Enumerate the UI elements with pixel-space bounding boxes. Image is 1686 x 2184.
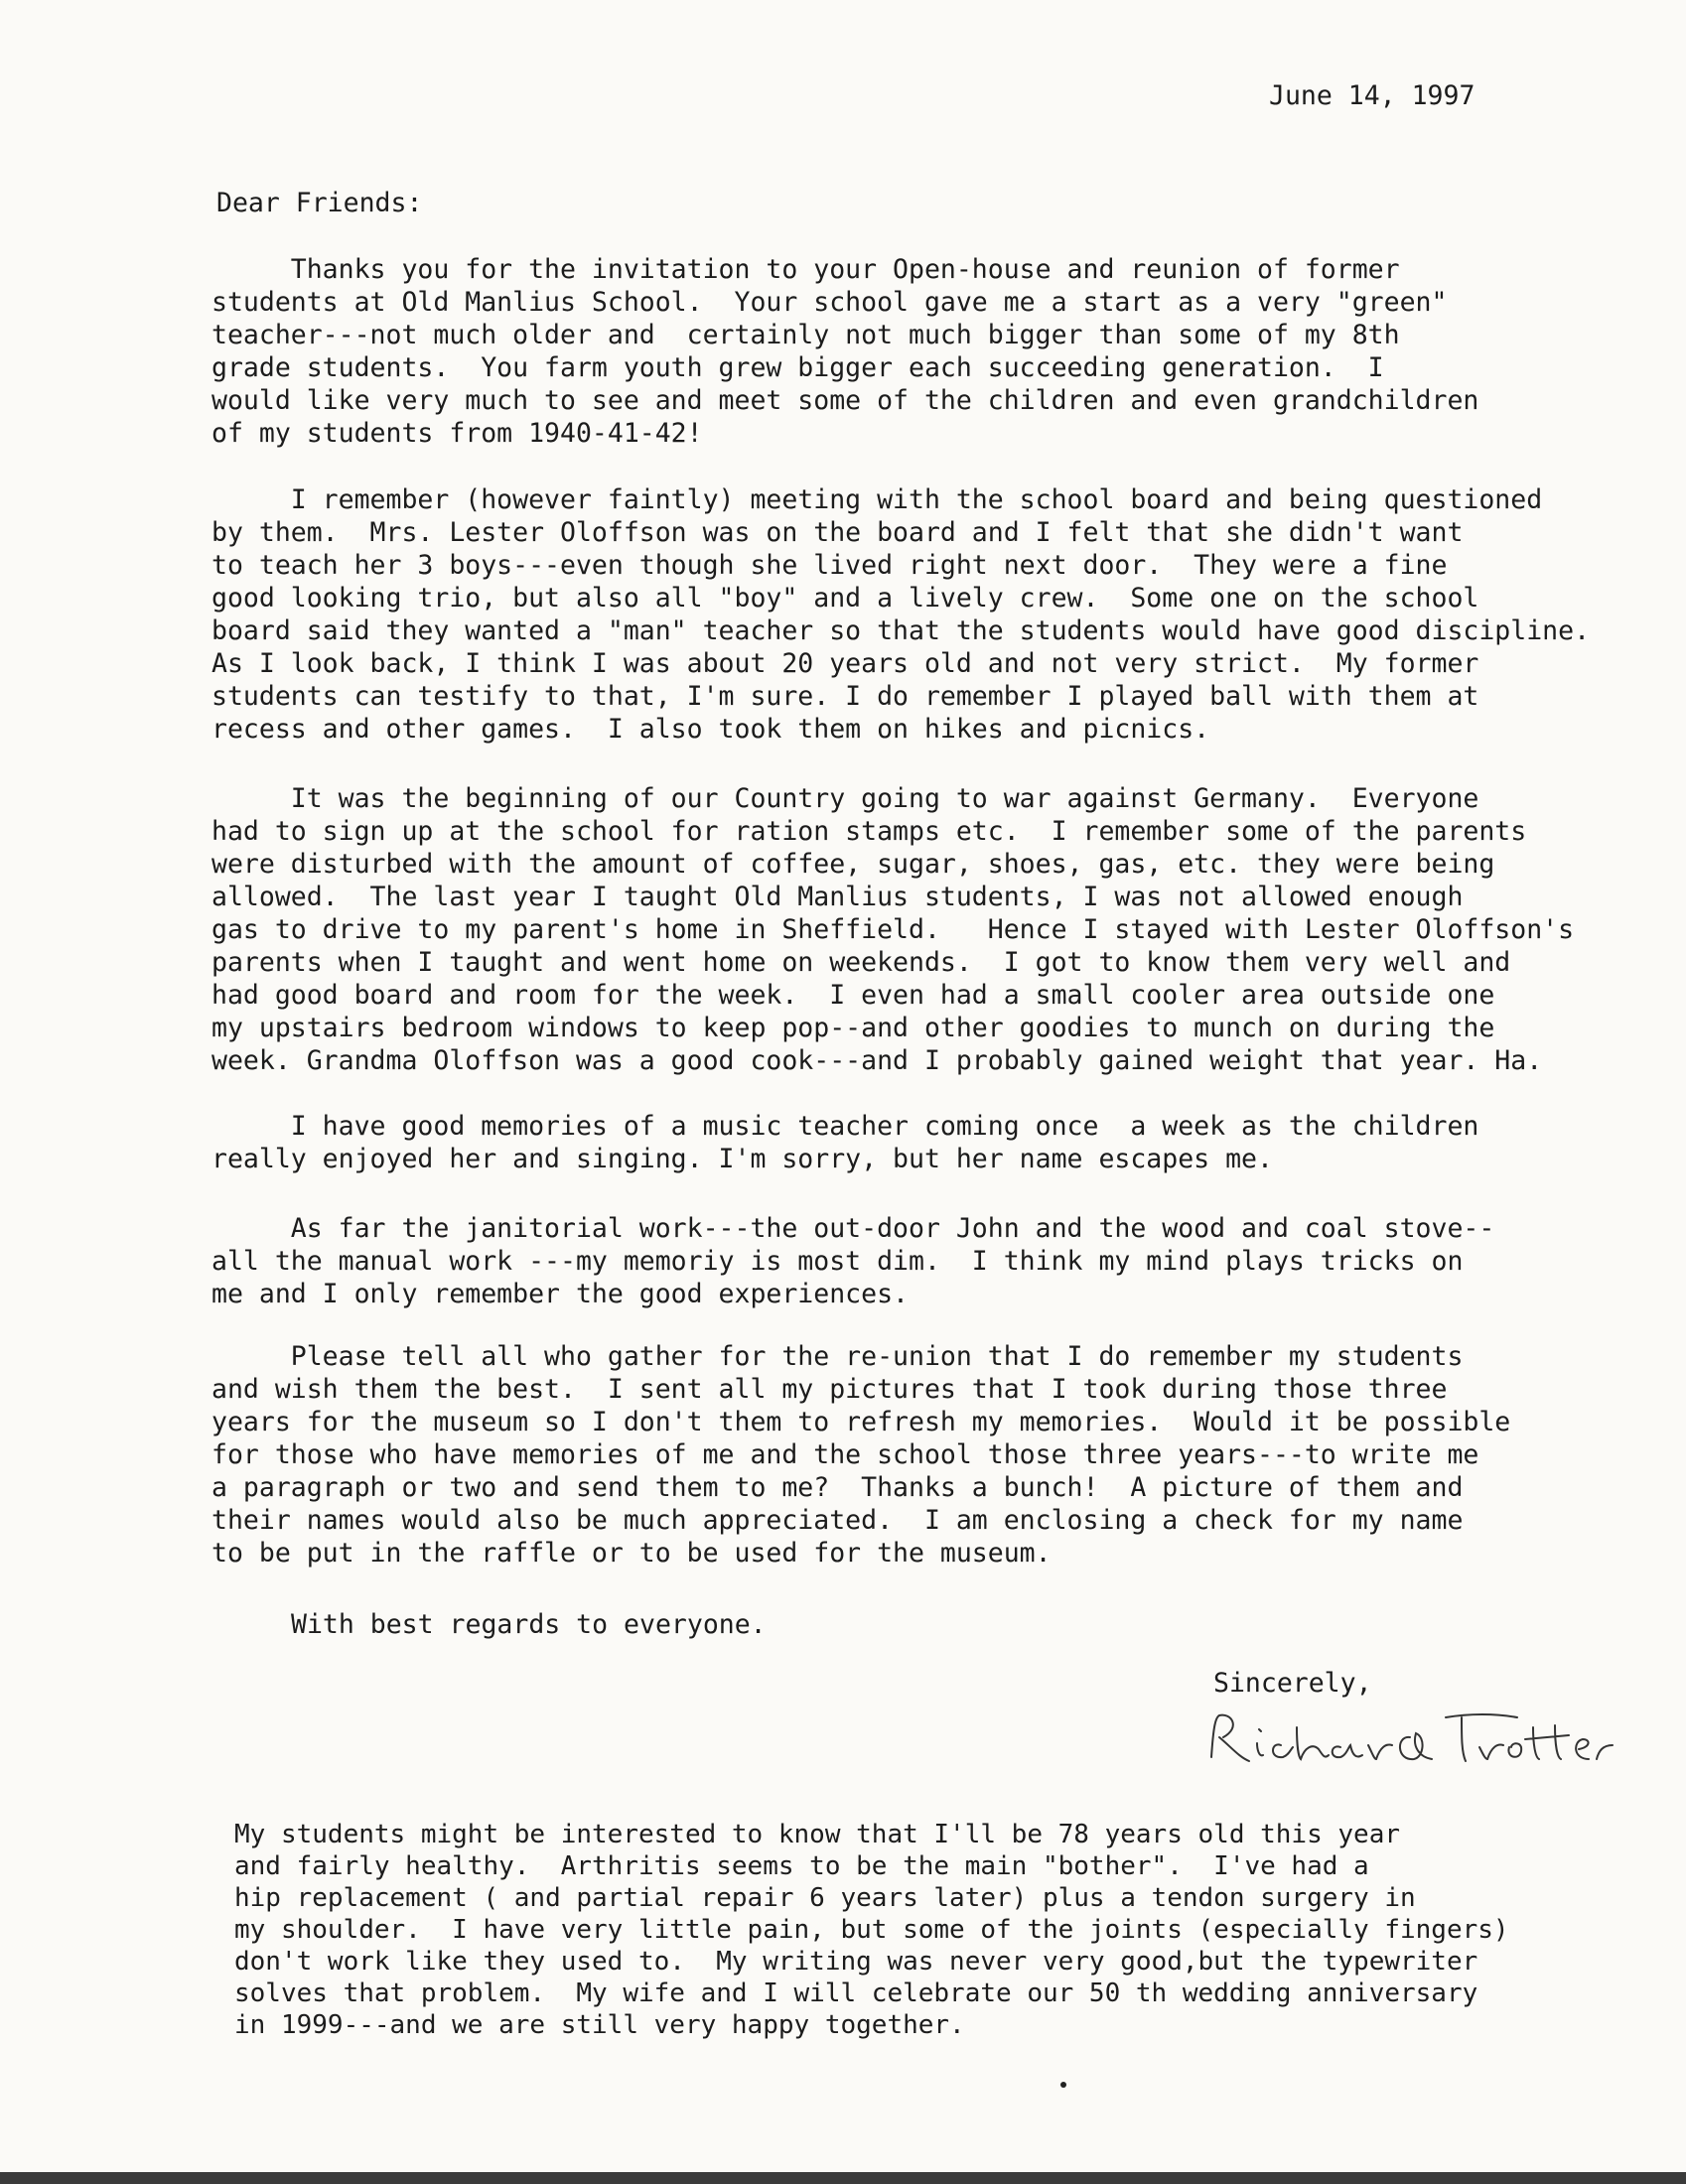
paragraph-school-board: I remember (however faintly) meeting with the school board and being questioned by them. Mrs. Lester Oloffson was on the board and I felt that she didn't want to teach her 3 boys---even though she lived right next door. They were a fine good looking trio, but also all "boy" and a lively crew. Some one on the school board said they wanted a "man" teacher so that the students would have good discipline. As I look back, I think I was about 20 years old and not very strict. My former students can testify to that, I'm sure. I do remember I played ball with them at recess and other games. I also took them on hikes and picnics. <box>211 484 1591 745</box>
handwritten-signature <box>1201 1698 1618 1787</box>
paragraph-music-teacher: I have good memories of a music teacher coming once a week as the children really enjoyed her and singing. I'm sorry, but her name escapes me. <box>211 1111 1479 1174</box>
paragraph-invitation: Thanks you for the invitation to your Open-house and reunion of former students at Old Manlius School. Your school gave me a start as a very "green" teacher---not much older and certainly not much bigger than some of my 8th grade students. You farm youth grew bigger each succeeding generation. I would like very much to see and meet some of the children and even grandchildren of my students from 1940-41-42! <box>211 254 1479 449</box>
letter-date: June 14, 1997 <box>1269 80 1475 111</box>
ink-speck <box>1060 2082 1066 2088</box>
paragraph-janitorial: As far the janitorial work---the out-door John and the wood and coal stove-- all the manual work ---my memoriy is most dim. I think my mind plays tricks on me and I only remember the good experiences. <box>211 1213 1495 1309</box>
sign-off: Sincerely, <box>1213 1668 1372 1699</box>
postscript: My students might be interested to know that I'll be 78 years old this year and fairly healthy. Arthritis seems to be the main "bother". I've had a hip replacement ( and partial repair 6 years later) plus a tendon surgery in my shoulder. I have very little pain, but some of the joints (especially fingers) don't work like they used to. My writing was never very good,but the typewriter solves that problem. My wife and I will celebrate our 50 th wedding anniversary in 1999---and we are still very happy together. <box>234 1820 1509 2040</box>
salutation: Dear Friends: <box>216 188 423 218</box>
closing-line: With best regards to everyone. <box>291 1609 767 1640</box>
scan-edge <box>0 2172 1686 2184</box>
paragraph-reunion-request: Please tell all who gather for the re-union that I do remember my students and wish them the best. I sent all my pictures that I took during those three years for the museum so I don't them to refresh my memories. Would it be possible for those who have memories of me and the school those three years---to write me a paragraph or two and send them to me? Thanks a bunch! A picture of them and their names would also be much appreciated. I am enclosing a check for my name to be put in the raffle or to be used for the museum. <box>211 1341 1511 1569</box>
paragraph-war-years: It was the beginning of our Country going to war against Germany. Everyone had to sign up at the school for ration stamps etc. I remember some of the parents were disturbed with the amount of coffee, sugar, shoes, gas, etc. they were being allowed. The last year I taught Old Manlius students, I was not allowed enough gas to drive to my parent's home in Sheffield. Hence I stayed with Lester Oloffson's parents when I taught and went home on weekends. I got to know them very well and had good board and room for the week. I even had a small cooler area outside one my upstairs bedroom windows to keep pop--and other goodies to munch on during the week. Grandma Oloffson was a good cook---and I probably gained weight that year. Ha. <box>211 783 1575 1076</box>
